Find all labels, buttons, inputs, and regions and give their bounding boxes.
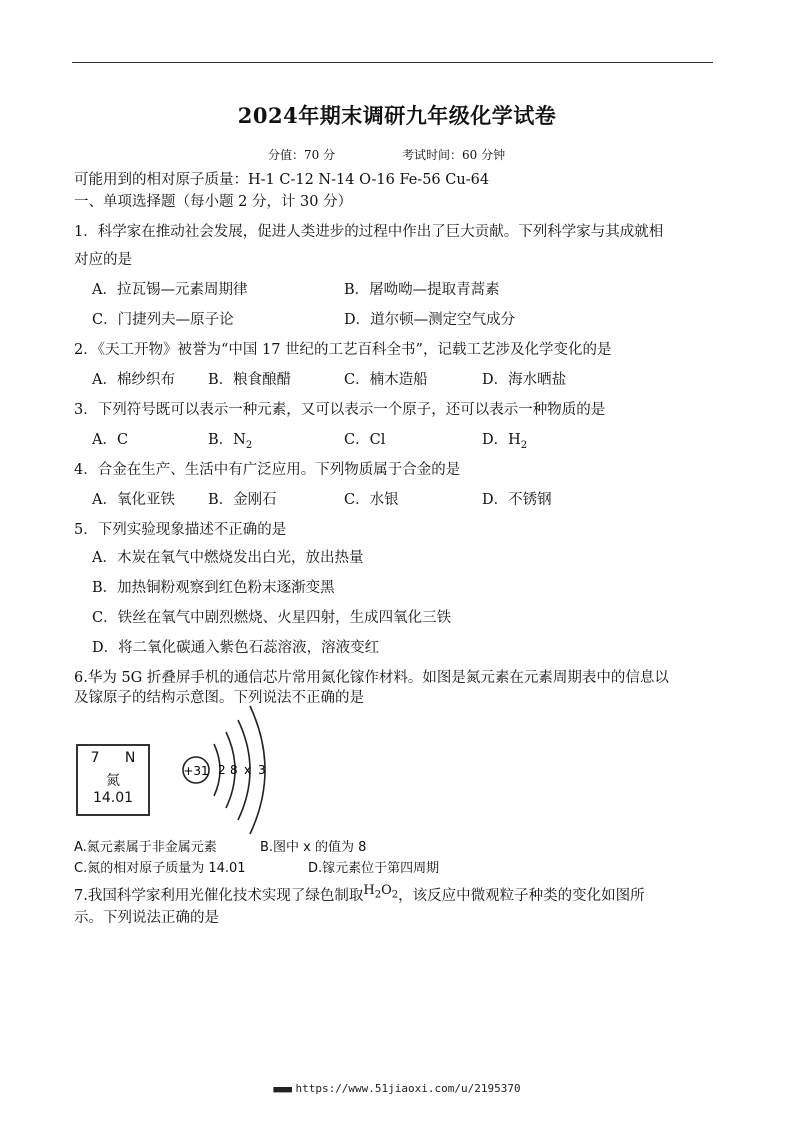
score-info: 分值：70 分	[268, 148, 336, 162]
q2-option-b: B．粮食酿醋	[208, 372, 292, 388]
q1-stem-line2: 对应的是	[74, 252, 132, 268]
header-rule	[72, 62, 713, 63]
q6-option-b: B.图中 x 的值为 8	[260, 840, 367, 855]
q4-option-b: B．金刚石	[208, 492, 277, 508]
element-symbol: N	[124, 750, 136, 766]
q3-option-b: B．$N_2$	[208, 432, 253, 451]
q5-option-c: C．铁丝在氧气中剧烈燃烧、火星四射，生成四氧化三铁	[92, 610, 452, 626]
shell-electrons-1: 2	[218, 763, 226, 777]
section-heading: 一、单项选择题（每小题 2 分，计 30 分）	[74, 194, 353, 210]
q6-stem-line2: 及镓原子的结构示意图。下列说法不正确的是	[74, 690, 364, 706]
q6-option-a: A.氮元素属于非金属元素	[74, 840, 217, 855]
gallium-atom-structure	[72, 700, 272, 840]
q3-option-c: C．Cl	[344, 432, 386, 448]
page-title: 2024年期末调研九年级化学试卷	[237, 103, 557, 128]
q3-option-a: A．C	[92, 432, 129, 448]
q4-option-a: A．氧化亚铁	[92, 492, 175, 508]
q4-option-c: C．水银	[344, 492, 399, 508]
q5-option-b: B．加热铜粉观察到红色粉末逐渐变黑	[92, 580, 335, 596]
q7-stem-line2: 示。下列说法正确的是	[74, 910, 219, 926]
q7-stem-line1: 7.我国科学家利用光催化技术实现了绿色制取$H_2O_2$，该反应中微观粒子种类的变化如图所	[74, 883, 645, 904]
q6-figure	[72, 700, 272, 840]
q4-stem: 4．合金在生产、生活中有广泛应用。下列物质属于合金的是	[74, 462, 461, 478]
shell-electrons-3: x	[244, 763, 252, 777]
footer-url: ■■■■ https://www.51jiaoxi.com/u/2195370	[273, 1082, 521, 1095]
q6-option-c: C.氮的相对原子质量为 14.01	[74, 861, 246, 876]
q2-option-d: D．海水晒盐	[482, 372, 567, 388]
q6-stem-line1: 6.华为 5G 折叠屏手机的通信芯片常用氮化镓作材料。如图是氮元素在元素周期表中的信息以	[74, 670, 669, 686]
element-name: 氮	[106, 773, 120, 789]
q2-option-a: A．棉纱织布	[92, 372, 175, 388]
q4-option-d: D．不锈钢	[482, 492, 552, 508]
q3-option-d: D．$H_2$	[482, 432, 528, 451]
time-info: 考试时间：60 分钟	[402, 148, 506, 162]
q1-option-d: D．道尔顿—测定空气成分	[344, 312, 516, 328]
footer-mark-icon: ■■■■	[273, 1085, 296, 1095]
nucleus-charge: +31	[183, 764, 209, 778]
shell-electrons-2: 8	[230, 763, 238, 777]
q5-option-d: D．将二氧化碳通入紫色石蕊溶液，溶液变红	[92, 640, 380, 656]
q2-stem: 2．《天工开物》被誉为“中国 17 世纪的工艺百科全书”，记载工艺涉及化学变化的是	[74, 342, 612, 358]
shell-electrons-4: 3	[258, 763, 266, 777]
h2o2-formula: $H_2O_2$	[363, 883, 399, 901]
q5-option-a: A．木炭在氧气中燃烧发出白光，放出热量	[92, 550, 364, 566]
q2-option-c: C．楠木造船	[344, 372, 428, 388]
atomic-mass: 14.01	[92, 790, 134, 806]
q1-option-c: C．门捷列夫—原子论	[92, 312, 234, 328]
q5-stem: 5．下列实验现象描述不正确的是	[74, 522, 287, 538]
q1-option-a: A．拉瓦锡—元素周期律	[92, 282, 248, 298]
q6-option-d: D.镓元素位于第四周期	[308, 861, 440, 876]
q1-stem-line1: 1．科学家在推动社会发展，促进人类进步的过程中作出了巨大贡献。下列科学家与其成就相	[74, 224, 664, 240]
atomic-number: 7	[90, 750, 100, 766]
atomic-masses: 可能用到的相对原子质量：H-1 C-12 N-14 O-16 Fe-56 Cu-64	[74, 172, 490, 188]
q3-stem: 3．下列符号既可以表示一种元素，又可以表示一个原子，还可以表示一种物质的是	[74, 402, 606, 418]
q1-option-b: B．屠呦呦—提取青蒿素	[344, 282, 500, 298]
